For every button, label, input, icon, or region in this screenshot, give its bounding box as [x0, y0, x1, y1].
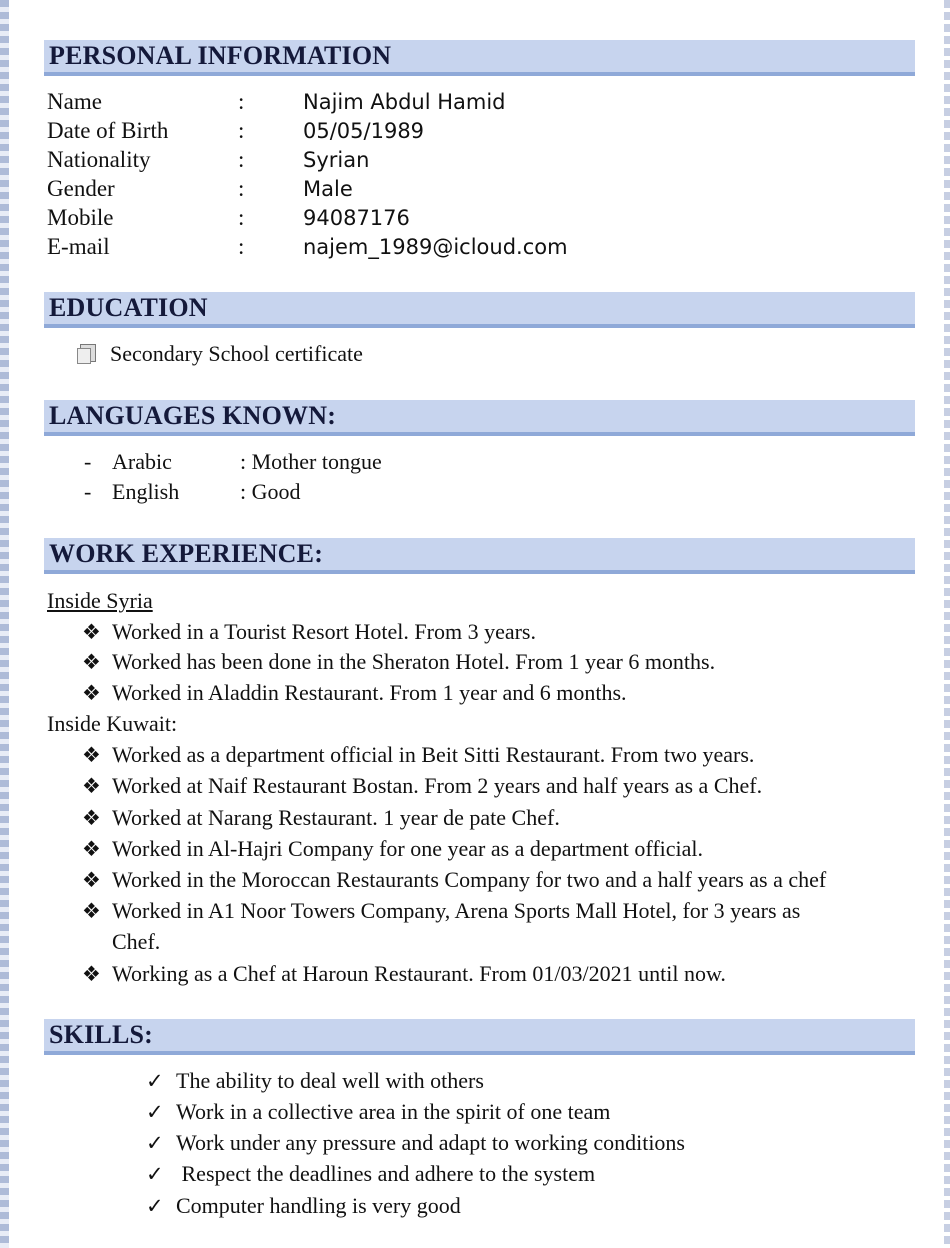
work-item-kuwait-2: Worked at Naif Restaurant Bostan. From 2 years and half years as a Chef.	[112, 773, 763, 798]
personal-info-heading-text: PERSONAL INFORMATION	[49, 41, 392, 70]
info-value-gender: Male	[303, 177, 353, 201]
work-item-kuwait-3: Worked at Narang Restaurant. 1 year de pate Chef.	[112, 805, 560, 830]
diamond-bullet-icon: ❖	[82, 868, 101, 892]
document-icon	[80, 344, 96, 362]
skill-item-3: Work under any pressure and adapt to working conditions	[176, 1130, 685, 1155]
work-item-syria-1: Worked in a Tourist Resort Hotel. From 3 years.	[112, 619, 536, 644]
work-item-kuwait-4: Worked in Al-Hajri Company for one year as a department official.	[112, 836, 704, 861]
skill-item-1: The ability to deal well with others	[176, 1068, 484, 1093]
inside-syria-label: Inside Syria	[47, 588, 153, 613]
work-heading-text: WORK EXPERIENCE:	[49, 539, 324, 568]
language-level-english: : Good	[240, 479, 301, 504]
info-colon: :	[238, 89, 245, 114]
work-item-kuwait-5: Worked in the Moroccan Restaurants Company for two and a half years as a chef	[112, 867, 827, 892]
language-bullet: -	[84, 479, 92, 504]
page-border-left	[0, 0, 9, 1248]
skills-heading-text: SKILLS:	[49, 1020, 154, 1049]
info-label-mobile: Mobile	[47, 205, 114, 230]
info-value-nationality: Syrian	[303, 148, 370, 172]
work-item-kuwait-1: Worked as a department official in Beit Sitti Restaurant. From two years.	[112, 742, 755, 767]
diamond-bullet-icon: ❖	[82, 962, 101, 986]
info-colon: :	[238, 234, 245, 259]
info-label-email: E-mail	[47, 234, 110, 259]
info-label-name: Name	[47, 89, 102, 114]
work-item-kuwait-6: Worked in A1 Noor Towers Company, Arena Sports Mall Hotel, for 3 years as	[112, 898, 801, 923]
education-heading-text: EDUCATION	[49, 293, 208, 322]
diamond-bullet-icon: ❖	[82, 681, 101, 705]
checkmark-icon: ✓	[146, 1100, 164, 1124]
info-colon: :	[238, 147, 245, 172]
work-item-syria-3: Worked in Aladdin Restaurant. From 1 year and 6 months.	[112, 680, 627, 705]
info-value-email: najem_1989@icloud.com	[303, 235, 568, 259]
work-item-kuwait-7: Working as a Chef at Haroun Restaurant. From 01/03/2021 until now.	[112, 961, 726, 986]
work-item-kuwait-6-cont: Chef.	[112, 929, 161, 954]
diamond-bullet-icon: ❖	[82, 650, 101, 674]
language-name-arabic: Arabic	[112, 449, 172, 474]
diamond-bullet-icon: ❖	[82, 837, 101, 861]
diamond-bullet-icon: ❖	[82, 620, 101, 644]
languages-heading	[44, 400, 915, 436]
info-label-gender: Gender	[47, 176, 115, 201]
info-value-name: Najim Abdul Hamid	[303, 90, 506, 114]
skill-item-5: Computer handling is very good	[176, 1193, 461, 1218]
page-border-right	[944, 0, 950, 1248]
info-value-mobile: 94087176	[303, 206, 410, 230]
education-heading	[44, 292, 915, 328]
checkmark-icon: ✓	[146, 1194, 164, 1218]
skills-heading	[44, 1019, 915, 1055]
language-bullet: -	[84, 449, 92, 474]
info-colon: :	[238, 205, 245, 230]
info-label-nationality: Nationality	[47, 147, 151, 172]
work-heading	[44, 538, 915, 574]
inside-kuwait-label: Inside Kuwait:	[47, 711, 178, 736]
diamond-bullet-icon: ❖	[82, 806, 101, 830]
skill-item-4: Respect the deadlines and adhere to the system	[176, 1161, 596, 1186]
info-colon: :	[238, 118, 245, 143]
language-level-arabic: : Mother tongue	[240, 449, 382, 474]
diamond-bullet-icon: ❖	[82, 743, 101, 767]
checkmark-icon: ✓	[146, 1162, 164, 1186]
checkmark-icon: ✓	[146, 1069, 164, 1093]
checkmark-icon: ✓	[146, 1131, 164, 1155]
education-item: Secondary School certificate	[110, 341, 363, 366]
languages-heading-text: LANGUAGES KNOWN:	[49, 401, 337, 430]
diamond-bullet-icon: ❖	[82, 899, 101, 923]
info-value-dob: 05/05/1989	[303, 119, 425, 143]
info-colon: :	[238, 176, 245, 201]
diamond-bullet-icon: ❖	[82, 774, 101, 798]
personal-info-heading	[44, 40, 915, 76]
info-label-dob: Date of Birth	[47, 118, 169, 143]
language-name-english: English	[112, 479, 180, 504]
work-item-syria-2: Worked has been done in the Sheraton Hotel. From 1 year 6 months.	[112, 649, 716, 674]
skill-item-2: Work in a collective area in the spirit of one team	[176, 1099, 611, 1124]
